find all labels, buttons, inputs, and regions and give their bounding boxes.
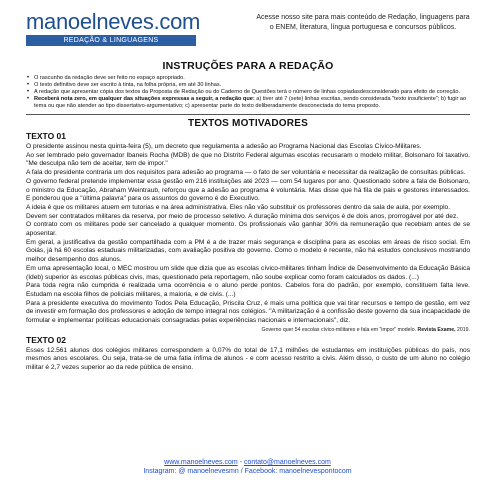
paragraph: O governo federal pretende implementar essa gestão em 216 instituições até 2023 — com 54 lugares por ano. Questionado sobre a fala de Bolsonaro, o ministro da Educação, Abraham Weintraub, reforçou que a adesão ao programa é voluntária. Mas disse que há fila de pais e gestores interessados. E ponderou que a "última palavra" para os assuntos do governo é do Executivo.	[26, 177, 470, 203]
texto-01-body	[26, 143, 470, 326]
site-logo[interactable]	[26, 10, 226, 46]
instruction-item-zero-score	[26, 96, 470, 110]
logo-name: manoelneves	[26, 9, 154, 34]
instruction-item: • A redação que apresentar cópia dos textos da Proposta de Redação ou do Caderno de Questões terá o número de linhas copiadasdesconsiderado para efeito de correção.	[26, 89, 470, 96]
footer-separator: -	[237, 459, 244, 466]
texto-02-body	[26, 347, 470, 373]
footer	[0, 458, 495, 476]
instruction-strong-text: Receberá nota zero, em qualquer das situações expressas a seguir, a redação que:	[34, 96, 255, 102]
site-link[interactable]: www.manoelneves.com	[164, 459, 238, 466]
paragraph: Ao ser lembrado pelo governador Ibaneis Rocha (MDB) de que no Distrito Federal algumas escolas recusaram o modelo militar, Bolsonaro foi taxativo. "Me desculpa não tem de aceitar, tem de impor."	[26, 151, 470, 168]
instructions-title: INSTRUÇÕES PARA A REDAÇÃO	[162, 60, 334, 72]
paragraph: A fala do presidente contraria um dos requisitos para adesão ao programa — o fato de ser voluntária e necessitar da realização de consultas públicas.	[26, 169, 466, 177]
paragraph: Esses 12.561 alunos dos colégios militares correspondem a 0,07% do total de 17,1 milhões de estudantes em instituições públicas do país, nos mesmos anos escolares. Ou seja, trata-se de uma fatia ínfima de alunos - e com acesso restrito a civis. Além disso, o custo de um aluno no colégio militar é 2,7 vezes superior ao da rede pública de ensino.	[26, 346, 470, 372]
header	[26, 10, 470, 56]
paragraph: Para toda regra não cumprida é realizada uma ocorrência e o aluno perde pontos. Cabelos fora do padrão, por exemplo, constituem falta leve. Estudam na escola filhos de policiais militares, a maioria, e de civis. (...)	[26, 282, 470, 298]
paragraph: O presidente assinou nesta quinta-feira (5), um decreto que regulamenta a adesão ao Programa Nacional das Escolas Cívico-Militares.	[26, 143, 422, 150]
email-link[interactable]: contato@manoelneves.com	[243, 459, 331, 466]
logo-subtitle: REDAÇÃO & LINGUAGENS	[26, 35, 196, 46]
logo-wordmark	[26, 10, 226, 34]
paragraph: Em geral, a justificativa da gestão compartilhada com a PM é a de trazer mais segurança e disciplina para as escolas em áreas de risco social. Em Goiás, já há 60 escolas estaduais militarizadas, com avaliação positiva do governo. Como o modelo é recente, não há estudos conclusivos mostrando melhor desempenho dos alunos.	[26, 238, 470, 264]
social-handles: Instagram: @ manoelnevesmn / Facebook: manoelnevespontocom	[143, 468, 352, 475]
credit-source: Revista Exame,	[417, 326, 456, 333]
header-tagline: Acesse nosso site para mais conteúdo de Redação, linguagens para o ENEM, literatura, língua portuguesa e concursos públicos.	[256, 14, 470, 31]
credit-text: Governo quer 54 escolas cívico-militares e fala em "impor" modelo.	[261, 326, 417, 333]
paragraph: O contrato com os militares pode ser cancelado a qualquer momento. Os profissionais vão ganhar 30% da remuneração que recebiam antes de se aposentar.	[26, 221, 470, 238]
paragraph: A ideia é que os militares atuem em tutorias e na área administrativa. Eles não vão substituir os professores dentro da sala de aula, por exemplo.	[26, 203, 451, 211]
texto-02-heading: TEXTO 02	[26, 334, 66, 345]
paragraph: Devem ser contratados militares da reserva, por meio de processo seletivo. A duração mínima dos serviços é de dois anos, prorrogável por até dez.	[26, 212, 459, 220]
texto-01-heading: TEXTO 01	[26, 131, 66, 141]
paragraph: Para a presidente executiva do movimento Todos Pela Educação, Priscila Cruz, é mais uma política que vai tirar recursos e tempo de gestão, em vez de investir em formação dos professores e adoção de tempo integral nos colégios. "A militarização é a confissão deste governo da sua incapacidade de formular e implementar políticas educacionais consagradas pelas experiências nacionais e internacionais", diz.	[26, 299, 470, 325]
motivadores-title: TEXTOS MOTIVADORES	[188, 118, 308, 129]
logo-domain: .com	[153, 9, 201, 34]
instruction-item: • O rascunho da redação deve ser feito no espaço apropriado.	[26, 75, 470, 82]
document-page	[26, 10, 470, 373]
paragraph: Em uma apresentação local, o MEC mostrou um slide que dizia que as escolas cívico-militares tinham Índice de Desenvolvimento da Educação Básica (Ideb) superior às escolas públicas civis, mas, questionado pela reportagem, não soube explicar como foram calculados os dados. (...)	[26, 264, 470, 281]
section-divider	[26, 114, 470, 115]
footer-links	[0, 458, 495, 467]
instruction-rest-text: a) tiver até 7 (sete) linhas escritas, sendo considerada "texto insuficiente"; b) fugir ao tema ou que não atender ao tipo dissertativo-argumentativo; c) apresentar parte do texto deliberadamente desconectada do tema proposto.	[34, 96, 467, 109]
instructions-list	[26, 75, 470, 110]
instruction-item: • O texto definitivo deve ser escrito à tinta, na folha própria, em até 30 linhas.	[26, 82, 470, 89]
texto-01-credit	[26, 327, 470, 334]
credit-year: 2019.	[457, 326, 470, 333]
